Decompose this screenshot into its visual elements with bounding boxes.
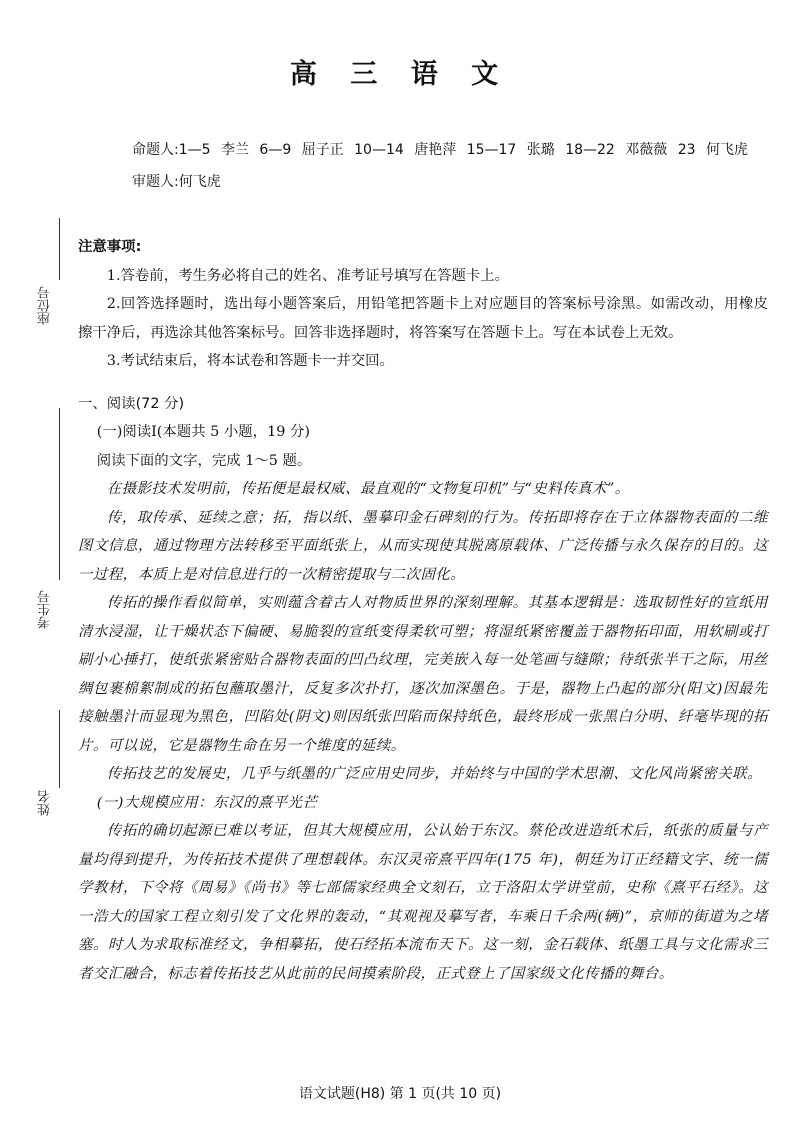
notice-item-2: 2.回答选择题时，选出每小题答案后，用铅笔把答题卡上对应题目的答案标号涂黑。如需改动，用橡皮擦干净后，再选涂其他答案标号。回答非选择题时，将答案写在答题卡上。写在本试卷上无效。 (78, 296, 768, 341)
seat-number-label: 座位号 (38, 286, 53, 325)
authors-line: 命题人:1—5 李兰 6—9 屈子正 10—14 唐艳萍 15—17 张璐 18—22 邓薇薇 23 何飞虎 (132, 142, 748, 158)
notice-heading: 注意事项: (78, 239, 142, 255)
page-footer: 语文试题(H8) 第 1 页(共 10 页) (298, 1086, 502, 1102)
notice-item-1: 1.答卷前，考生务必将自己的姓名、准考证号填写在答题卡上。 (106, 267, 510, 284)
notice-item-3: 3.考试结束后，将本试卷和答题卡一并交回。 (106, 353, 394, 369)
passage-subheading: (一)大规模应用：东汉的熹平光芒 (96, 794, 318, 811)
passage-paragraph: 传拓的确切起源已难以考证，但其大规模应用，公认始于东汉。蔡伦改进造纸术后，纸张的质量与产量均得到提升，为传拓技术提供了理想载体。东汉灵帝熹平四年(175 年)，朝廷为订正经籍文字、统一儒学教材，下令将《周易》《尚书》等七部儒家经典全文刻石，立于洛阳太学讲堂前，史称《熹平石经》。这一浩大的国家工程立刻引发了文化界的轰动，“其观视及摹写者，车乘日千余两(辆)”，京师的街道为之堵塞。时人为求取标准经文，争相摹拓，使石经拓本流布天下。这一刻，金石载体、纸墨工具与文化需求三者交汇融合，标志着传拓技艺从此前的民间摸索阶段，正式登上了国家级文化传播的舞台。 (78, 823, 768, 982)
passage-paragraph: 传，取传承、延续之意；拓，指以纸、墨摹印金石碑刻的行为。传拓即将存在于立体器物表面的二维图文信息，通过物理方法转移至平面纸张上，从而实现使其脱离原载体、广泛传播与永久保存的目的。这一过程，本质上是对信息进行的一次精密提取与二次固化。 (78, 509, 768, 583)
exam-number-label: 考生号 (38, 590, 53, 629)
reading-instruction: 阅读下面的文字，完成 1～5 题。 (96, 452, 312, 469)
seat-number-line (59, 218, 60, 280)
exam-body (78, 233, 768, 988)
exam-number-line (59, 408, 60, 580)
passage-paragraph: 传拓技艺的发展史，几乎与纸墨的广泛应用史同步，并始终与中国的学术思潮、文化风尚紧密关联。 (106, 766, 762, 782)
passage-paragraph: 在摄影技术发明前，传拓便是最权威、最直观的“文物复印机”与“史料传真术”。 (106, 481, 630, 497)
page-title: 高 三 语 文 (289, 59, 511, 90)
section-heading: 一、阅读(72 分) (78, 395, 185, 412)
reviewer-line: 审题人:何飞虎 (132, 174, 221, 190)
passage-paragraph: 传拓的操作看似简单，实则蕴含着古人对物质世界的深刻理解。其基本逻辑是：选取韧性好的宣纸用清水浸湿，让干燥状态下偏硬、易脆裂的宣纸变得柔软可塑；将湿纸紧密覆盖于器物拓印面，用软刷或打刷小心捶打，使纸张紧密贴合器物表面的凹凸纹理，完美嵌入每一处笔画与缝隙；待纸张半干之际，用丝绸包裹棉絮制成的拓包蘸取墨汁，反复多次扑打，逐次加深墨色。于是，器物上凸起的部分(阳文)因最先接触墨汁而显现为黑色，凹陷处(阴文)则因纸张凹陷而保持纸色，最终形成一张黑白分明、纤毫毕现的拓片。可以说，它是器物生命在另一个维度的延续。 (78, 595, 768, 754)
sub-section-heading: (一)阅读Ⅰ(本题共 5 小题，19 分) (96, 424, 310, 440)
name-label: 姓名 (38, 790, 53, 816)
name-line (59, 710, 60, 788)
